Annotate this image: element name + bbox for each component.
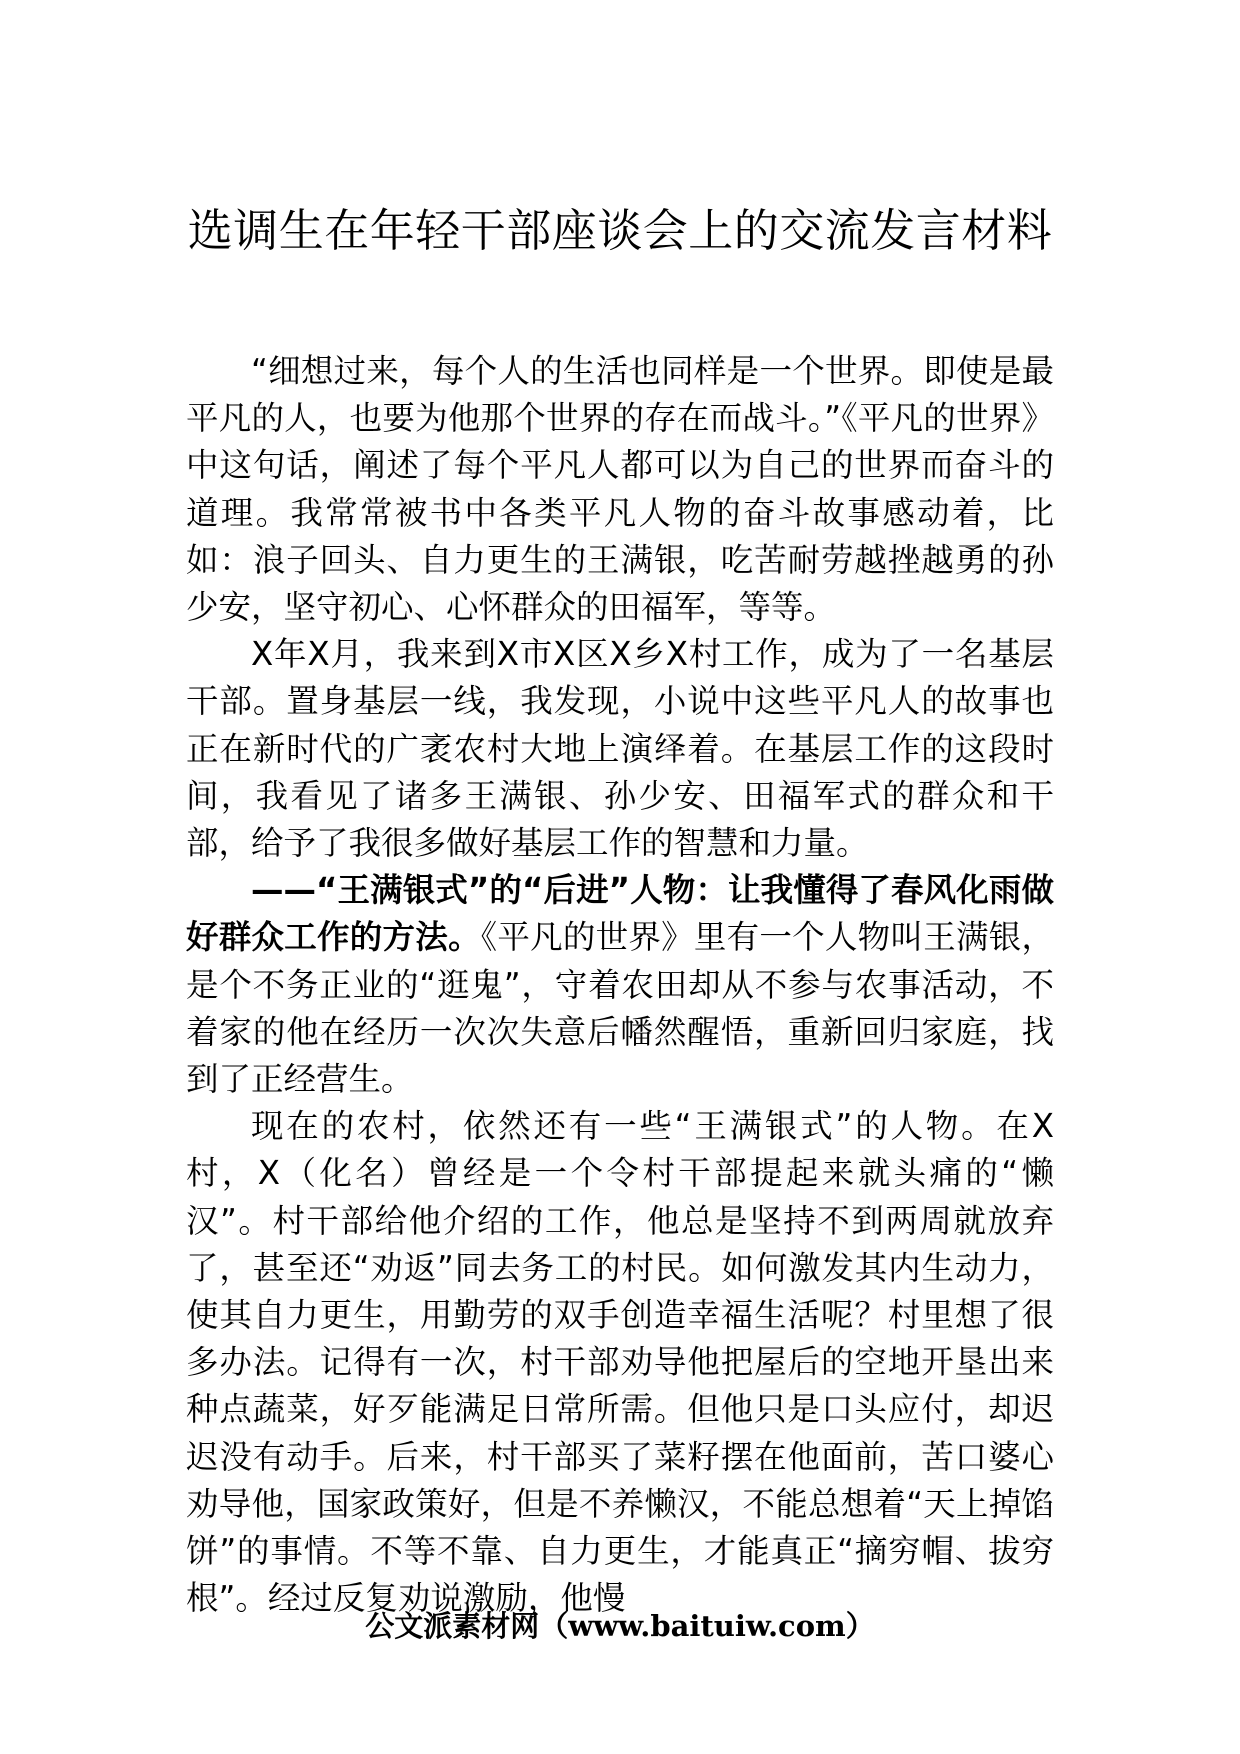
footer-source: 公文派素材网（www.baituiw.com） [365, 1609, 875, 1643]
paragraph-4 [186, 1103, 1054, 1622]
paragraph-1-text: “细想过来，每个人的生活也同样是一个世界。即使是最平凡的人，也要为他那个世界的存在而战斗。”《平凡的世界》中这句话，阐述了每个平凡人都可以为自己的世界而奋斗的道理。我常常被书中各类平凡人物的奋斗故事感动着，比如：浪子回头、自力更生的王满银，吃苦耐劳越挫越勇的孙少安，坚守初心、心怀群众的田福军，等等。 [186, 352, 1054, 627]
section-heading: ——“王满银式”的“后进”人物：让我懂得了春风化雨做好群众工作的方法。 [186, 871, 1054, 957]
document-body [186, 348, 1054, 1622]
paragraph-2 [186, 631, 1054, 867]
paragraph-1 [186, 348, 1054, 631]
document-title: 选调生在年轻干部座谈会上的交流发言材料 [187, 204, 1053, 257]
paragraph-2-text: X年X月，我来到X市X区X乡X村工作，成为了一名基层干部。置身基层一线，我发现，小说中这些平凡人的故事也正在新时代的广袤农村大地上演绎着。在基层工作的这段时间，我看见了诸多王满银、孙少安、田福军式的群众和干部，给予了我很多做好基层工作的智慧和力量。 [186, 635, 1054, 863]
paragraph-4-text: 现在的农村，依然还有一些“王满银式”的人物。在X村，X（化名）曾经是一个令村干部提起来就头痛的“懒汉”。村干部给他介绍的工作，他总是坚持不到两周就放弃了，甚至还“劝返”同去务工的村民。如何激发其内生动力，使其自力更生，用勤劳的双手创造幸福生活呢？村里想了很多办法。记得有一次，村干部劝导他把屋后的空地开垦出来种点蔬菜，好歹能满足日常所需。但他只是口头应付，却迟迟没有动手。后来，村干部买了菜籽摆在他面前，苦口婆心劝导他，国家政策好，但是不养懒汉，不能总想着“天上掉馅饼”的事情。不等不靠、自力更生，才能真正“摘穷帽、拔穷根”。经过反复劝说激励，他慢 [186, 1107, 1054, 1618]
paragraph-3-text: 《平凡的世界》里有一个人物叫王满银，是个不务正业的“逛鬼”，守着农田却从不参与农事活动，不着家的他在经历一次次失意后幡然醒悟，重新回归家庭，找到了正经营生。 [186, 918, 1054, 1099]
paragraph-3 [186, 867, 1054, 1103]
